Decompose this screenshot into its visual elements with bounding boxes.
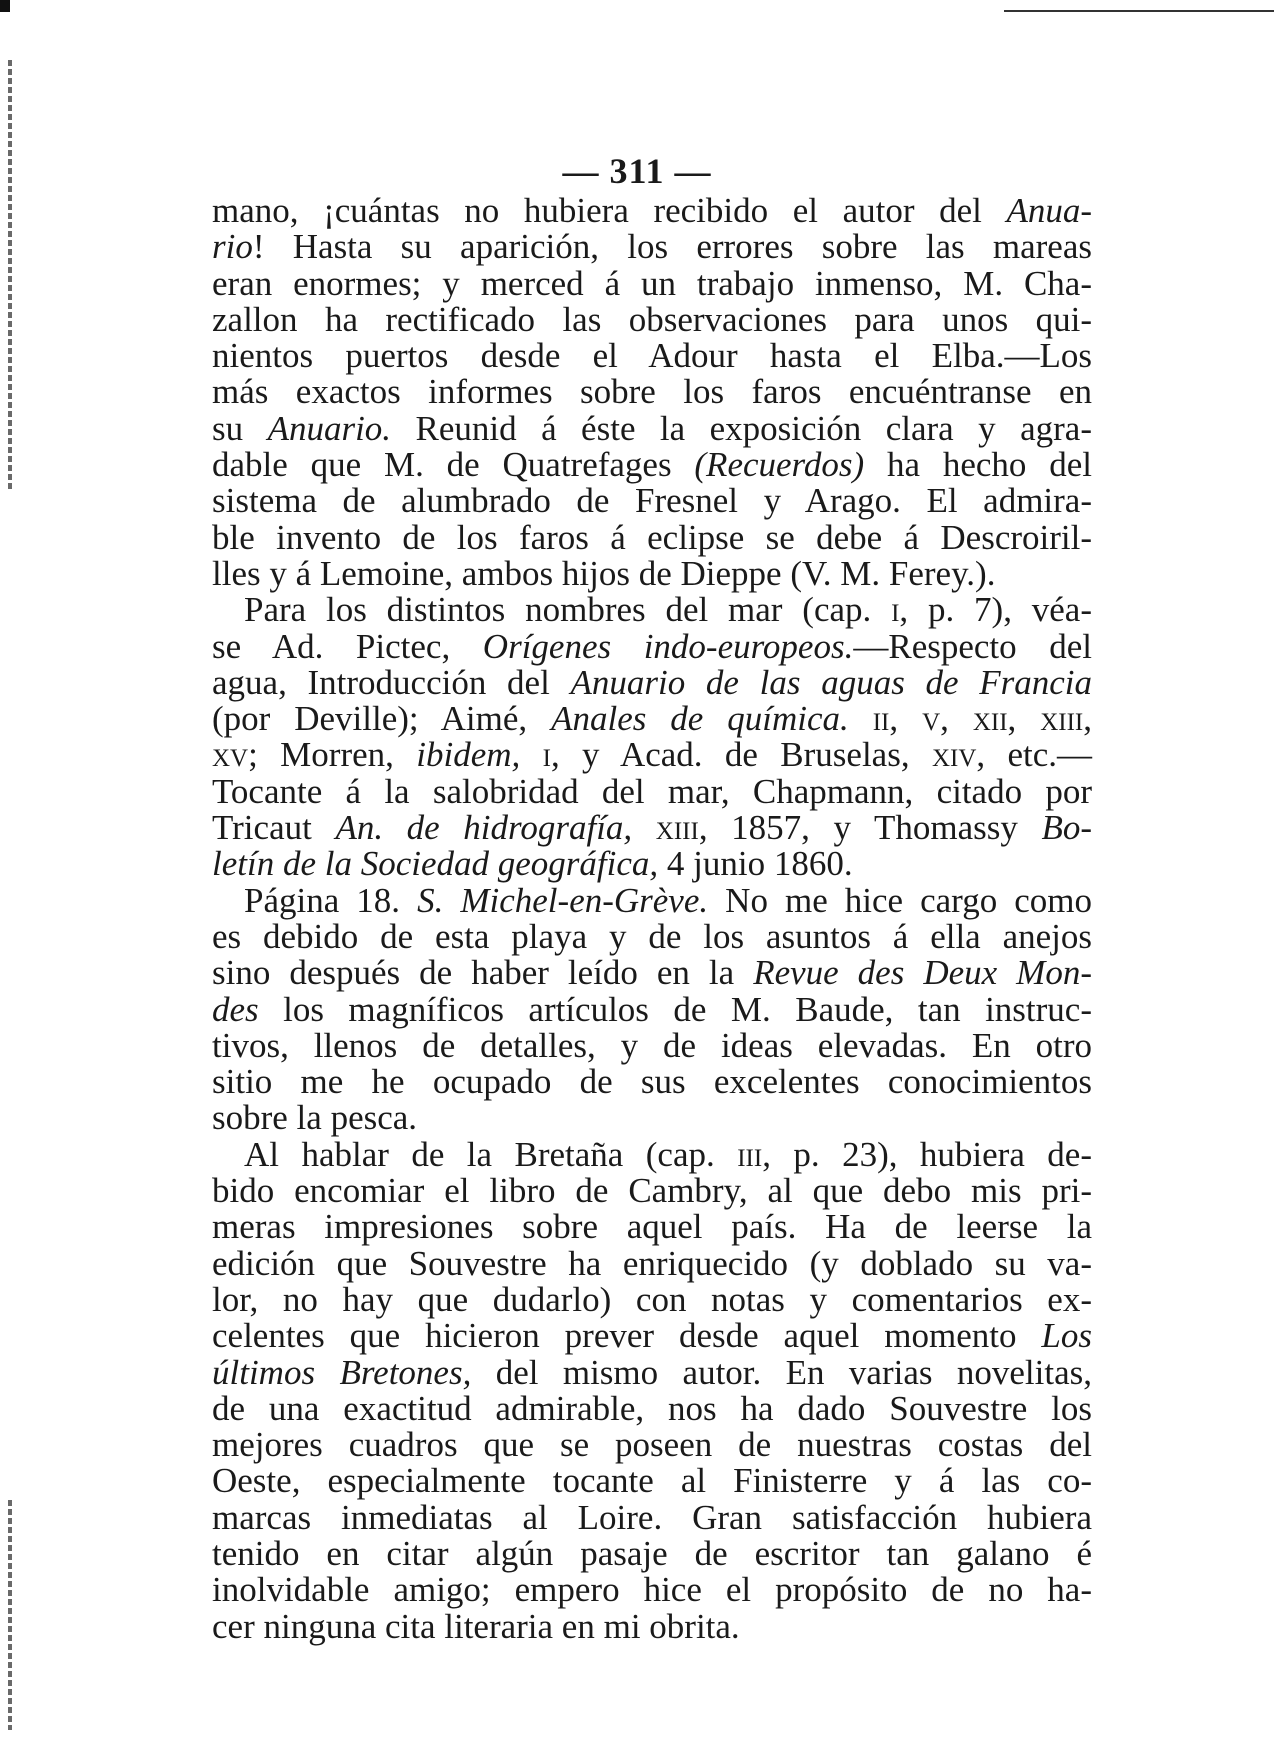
text-run: Página 18. bbox=[244, 880, 418, 920]
text-line bbox=[212, 916, 1092, 956]
text-run: del mismo autor. En varias novelitas, bbox=[471, 1352, 1092, 1392]
text-line bbox=[212, 1533, 1092, 1573]
text-run bbox=[849, 699, 873, 738]
text-line bbox=[212, 1606, 1092, 1646]
text-run: bido encomiar el libro de Cambry, al que debo mis pri- bbox=[212, 1171, 1092, 1211]
text-line bbox=[212, 483, 1092, 519]
scan-corner-mark bbox=[0, 0, 10, 12]
text-run: sino después de haber leído en la bbox=[212, 953, 754, 993]
text-run: su bbox=[212, 408, 268, 448]
text-line bbox=[212, 1427, 1092, 1463]
text-run: los magníficos artículos de M. Baude, tan instruc- bbox=[258, 989, 1092, 1029]
text-line bbox=[212, 989, 1092, 1029]
text-line bbox=[212, 1388, 1092, 1428]
italic-text: (Recuerdos) bbox=[694, 445, 865, 485]
text-line bbox=[212, 1497, 1092, 1537]
text-run: ! Hasta su aparición, los errores sobre las mareas bbox=[252, 227, 1092, 267]
text-run: tenido en citar algún pasaje de escritor tan galano é bbox=[212, 1533, 1092, 1573]
text-line bbox=[212, 447, 1092, 483]
text-run: Reunid á éste la exposición clara y agra- bbox=[391, 408, 1092, 448]
text-line bbox=[212, 1243, 1092, 1283]
text-run: se Ad. Pictec, bbox=[212, 626, 483, 666]
text-run: inolvidable amigo; empero hice el propósito de no ha- bbox=[212, 1570, 1092, 1610]
text-line bbox=[212, 193, 1092, 229]
text-line bbox=[212, 1173, 1092, 1209]
text-run: Tocante á la salobridad del mar, Chapmann, citado por bbox=[212, 771, 1092, 811]
text-run: edición que Souvestre ha enriquecido (y doblado su va- bbox=[212, 1243, 1092, 1283]
text-run: lles y á Lemoine, ambos hijos de Dieppe (V. M. Ferey.). bbox=[212, 553, 996, 593]
text-line bbox=[212, 955, 1092, 991]
italic-text: Revue des Deux Mon- bbox=[753, 953, 1092, 993]
text-line bbox=[212, 338, 1092, 374]
text-run: Al hablar de la Bretaña (cap. bbox=[244, 1134, 738, 1174]
text-line bbox=[212, 299, 1092, 339]
text-run: dable que M. de Quatrefages bbox=[212, 445, 695, 485]
text-line bbox=[212, 1572, 1092, 1608]
text-run: ha hecho del bbox=[864, 445, 1092, 485]
text-run: (por Deville); Aimé, bbox=[212, 699, 552, 739]
text-run: marcas inmediatas al Loire. Gran satisfacción hubiera bbox=[212, 1497, 1092, 1537]
text-line bbox=[212, 771, 1092, 811]
text-line bbox=[212, 1209, 1092, 1245]
scan-left-edge-lower bbox=[8, 1500, 12, 1730]
text-line bbox=[212, 1463, 1092, 1499]
text-run: , y Acad. de Bruselas, bbox=[550, 735, 932, 775]
italic-text: Anales de química. bbox=[551, 699, 849, 739]
small-caps-text: iii bbox=[737, 1134, 763, 1174]
italic-text: Bo- bbox=[1041, 808, 1093, 848]
text-run: Oeste, especialmente tocante al Finisterre y á las co- bbox=[212, 1461, 1092, 1501]
text-line bbox=[212, 517, 1092, 557]
small-caps-text: xiii bbox=[655, 808, 699, 848]
small-caps-text: xv bbox=[212, 735, 249, 775]
small-caps-text: ii, v, xii, xiii, bbox=[872, 699, 1092, 739]
scan-top-rule bbox=[1004, 10, 1274, 12]
text-run: nientos puertos desde el Adour hasta el Elba.—Los bbox=[212, 336, 1092, 376]
text-run: sobre la pesca. bbox=[212, 1098, 418, 1138]
text-line bbox=[212, 374, 1092, 410]
text-run: zallon ha rectificado las observaciones para unos qui- bbox=[212, 299, 1092, 339]
text-run: , etc.— bbox=[976, 735, 1093, 775]
text-run: No me hice cargo como bbox=[708, 880, 1092, 920]
text-run bbox=[632, 808, 656, 847]
text-line bbox=[212, 1352, 1092, 1392]
text-run: Para los distintos nombres del mar (cap. bbox=[244, 590, 892, 630]
text-line bbox=[212, 408, 1092, 448]
text-line bbox=[212, 701, 1092, 737]
text-line bbox=[212, 737, 1092, 773]
italic-text: últimos Bretones, bbox=[212, 1352, 472, 1392]
text-line bbox=[212, 263, 1092, 303]
small-caps-text: xiv bbox=[931, 735, 977, 775]
text-line bbox=[212, 1025, 1092, 1065]
text-run: mano, ¡cuántas no hubiera recibido el autor del bbox=[212, 191, 1007, 230]
italic-text: S. Michel-en-Grève. bbox=[417, 880, 709, 920]
text-run: ; Morren, bbox=[248, 735, 417, 775]
text-line bbox=[212, 662, 1092, 702]
text-run: sistema de alumbrado de Fresnel y Arago. El admira- bbox=[212, 481, 1092, 521]
italic-text: Los bbox=[1041, 1316, 1092, 1356]
text-run: lor, no hay que dudarlo) con notas y comentarios ex- bbox=[212, 1279, 1092, 1319]
text-line bbox=[212, 1279, 1092, 1319]
italic-text: Anuario. bbox=[267, 408, 392, 448]
italic-text: Anuario de las aguas de Francia bbox=[570, 662, 1092, 702]
text-run: Tricaut bbox=[212, 808, 336, 848]
text-line bbox=[212, 229, 1092, 265]
text-run: eran enormes; y merced á un trabajo inmenso, M. Cha- bbox=[212, 263, 1092, 303]
text-run: tivos, llenos de detalles, y de ideas elevadas. En otro bbox=[212, 1025, 1092, 1065]
text-line bbox=[212, 810, 1092, 846]
text-run: celentes que hicieron prever desde aquel momento bbox=[212, 1316, 1042, 1356]
text-run: 4 junio 1860. bbox=[658, 844, 853, 884]
small-caps-text: i bbox=[542, 735, 551, 775]
text-run: meras impresiones sobre aquel país. Ha de leerse la bbox=[212, 1207, 1092, 1247]
text-run: , p. 7), véa- bbox=[899, 590, 1092, 630]
text-run: más exactos informes sobre los faros encuéntranse en bbox=[212, 372, 1092, 412]
text-run: es debido de esta playa y de los asuntos á ella anejos bbox=[212, 916, 1092, 956]
text-line bbox=[212, 1064, 1092, 1100]
text-run: —Respecto del bbox=[853, 626, 1092, 666]
text-line bbox=[212, 880, 1092, 920]
text-run: cer ninguna cita literaria en mi obrita. bbox=[212, 1606, 740, 1646]
text-line bbox=[212, 1318, 1092, 1354]
body-text bbox=[212, 193, 1092, 1645]
text-run: , 1857, y Thomassy bbox=[698, 808, 1042, 848]
italic-text: rio bbox=[212, 227, 253, 267]
text-line bbox=[212, 626, 1092, 666]
text-line bbox=[212, 1100, 1092, 1136]
text-run: de una exactitud admirable, nos ha dado Souvestre los bbox=[212, 1388, 1092, 1428]
text-run: mejores cuadros que se poseen de nuestras costas del bbox=[212, 1425, 1092, 1465]
italic-text: des bbox=[212, 989, 259, 1029]
text-run: , p. 23), hubiera de- bbox=[762, 1134, 1093, 1174]
text-line bbox=[212, 1134, 1093, 1174]
italic-text: Orígenes indo-europeos. bbox=[482, 626, 854, 666]
scan-left-edge-upper bbox=[8, 60, 12, 490]
text-line bbox=[212, 592, 1092, 628]
italic-text: Anua- bbox=[1006, 191, 1092, 230]
italic-text: letín de la Sociedad geográfica, bbox=[212, 844, 659, 884]
page-number: — 311 — bbox=[562, 151, 712, 191]
small-caps-text: i bbox=[891, 590, 900, 630]
italic-text: An. de hidrografía, bbox=[335, 808, 633, 848]
italic-text: ibidem, bbox=[416, 735, 521, 775]
text-line bbox=[212, 846, 1092, 882]
text-run: ble invento de los faros á eclipse se debe á Descroiril- bbox=[212, 517, 1092, 557]
text-run: agua, Introducción del bbox=[212, 662, 571, 702]
text-line bbox=[212, 553, 1092, 593]
text-run bbox=[520, 735, 542, 774]
text-run: sitio me he ocupado de sus excelentes conocimientos bbox=[212, 1062, 1092, 1102]
